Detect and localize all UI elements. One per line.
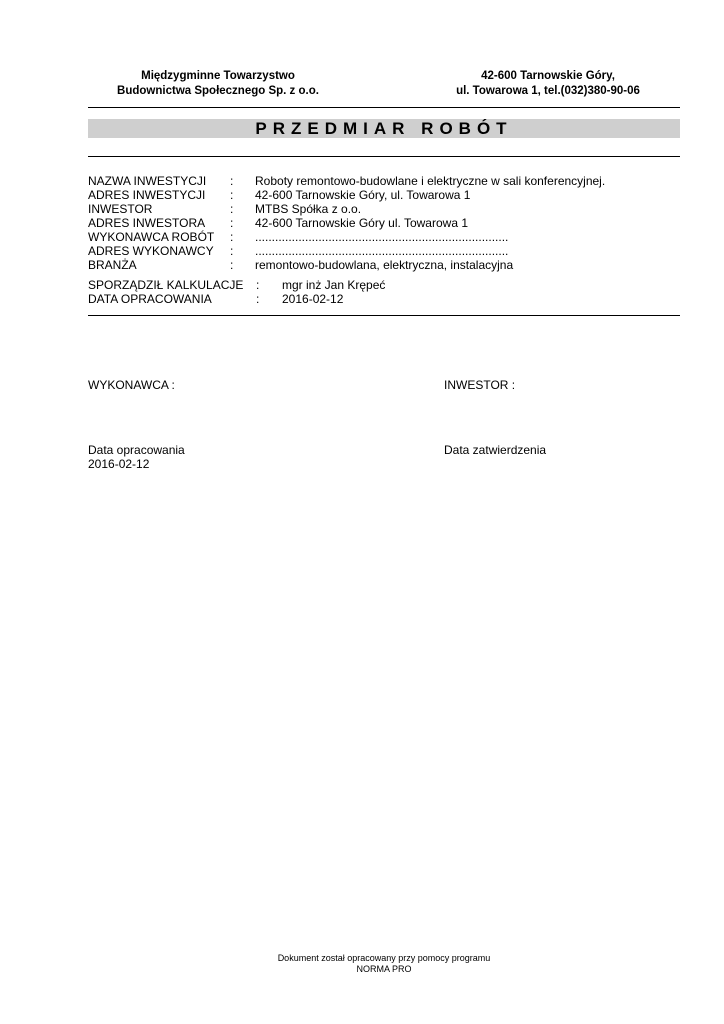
footer-note [224,953,544,975]
header-organization [88,69,348,99]
info-row [88,188,680,202]
info-separator: : [230,174,234,188]
info-separator: : [230,258,234,272]
footer-line2: NORMA PRO [356,964,412,974]
prepared-value: 2016-02-12 [282,292,344,306]
info-value: MTBS Spółka z o.o. [255,202,362,216]
info-row [88,258,680,272]
title-band [88,119,680,138]
header-address [440,69,656,99]
preparation-info [88,278,680,306]
info-label: ADRES WYKONAWCY [88,244,214,258]
info-row [88,202,680,216]
info-divider [88,315,680,316]
info-value: 42-600 Tarnowskie Góry, ul. Towarowa 1 [255,188,471,202]
header-address-line1: 42-600 Tarnowskie Góry, [481,70,615,82]
title-divider [88,156,680,157]
prepared-separator: : [256,292,260,306]
info-row [88,244,680,258]
info-value: 42-600 Tarnowskie Góry ul. Towarowa 1 [255,216,468,230]
prepared-label: SPORZĄDZIŁ KALKULACJE [88,278,244,292]
preparation-date-label: Data opracowania [88,443,185,457]
info-value: remontowo-budowlana, elektryczna, instalacyjna [255,258,514,272]
contractor-label: WYKONAWCA : [88,378,175,392]
info-row [88,230,680,244]
footer-line1: Dokument został opracowany przy pomocy programu [277,953,491,963]
preparation-date-value: 2016-02-12 [88,457,150,471]
prepared-row [88,292,680,306]
info-row [88,174,680,188]
prepared-separator: : [256,278,260,292]
info-label: ADRES INWESTYCJI [88,188,206,202]
approval-date-label: Data zatwierdzenia [444,443,547,457]
document-title: PRZEDMIAR ROBÓT [255,119,513,138]
info-label: ADRES INWESTORA [88,216,206,230]
header-org-name-line1: Międzygminne Towarzystwo [141,70,295,82]
prepared-value: mgr inż Jan Krępeć [282,278,386,292]
info-separator: : [230,230,234,244]
header-org-name-line2: Budownictwa Społecznego Sp. z o.o. [117,85,319,97]
info-label: WYKONAWCA ROBÓT [88,230,215,244]
info-label: BRANŻA [88,258,137,272]
info-label: INWESTOR [88,202,153,216]
investor-label: INWESTOR : [444,378,516,392]
prepared-label: DATA OPRACOWANIA [88,292,212,306]
info-separator: : [230,244,234,258]
info-label: NAZWA INWESTYCJI [88,174,207,188]
header-divider [88,107,680,108]
header-address-line2: ul. Towarowa 1, tel.(032)380-90-06 [456,85,640,97]
prepared-row [88,278,680,292]
info-separator: : [230,202,234,216]
info-row [88,216,680,230]
info-separator: : [230,216,234,230]
info-value: Roboty remontowo-budowlane i elektryczne w sali konferencyjnej. [255,174,606,188]
info-value: ............................................................................ [255,230,509,244]
info-separator: : [230,188,234,202]
info-value: ............................................................................ [255,244,509,258]
investment-info [88,174,680,272]
